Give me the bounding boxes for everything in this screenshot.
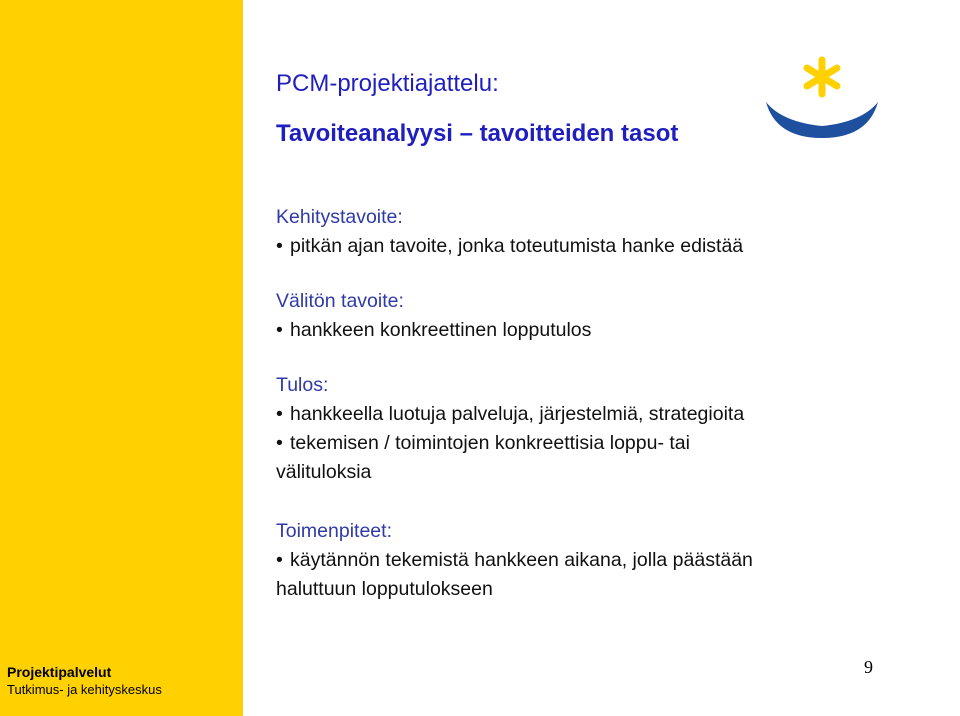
section-heading: Tulos: (276, 374, 329, 396)
bullet-item (276, 429, 744, 458)
bullet-text: pitkän ajan tavoite, jonka toteutumista hanke edistää (290, 235, 744, 257)
bullet-continuation: haluttuun lopputulokseen (276, 578, 493, 600)
section-tulos (276, 371, 744, 487)
organization-logo-icon (760, 52, 890, 144)
bullet-item (276, 400, 744, 429)
bullet-text: hankkeella luotuja palveluja, järjestelmiä, strategioita (290, 403, 745, 425)
bullet-item (276, 546, 753, 575)
yellow-side-band (0, 0, 243, 716)
footer-dept: Tutkimus- ja kehityskeskus (7, 682, 162, 697)
bullet-icon: • (276, 319, 283, 341)
section-heading: Kehitystavoite: (276, 206, 403, 228)
bullet-text: käytännön tekemistä hankkeen aikana, jolla päästään (290, 549, 753, 571)
slide-subtitle: Tavoiteanalyysi – tavoitteiden tasot (276, 120, 679, 147)
section-toimenpiteet (276, 517, 753, 604)
section-heading: Toimenpiteet: (276, 520, 392, 542)
bullet-icon: • (276, 235, 283, 257)
page-number: 9 (864, 657, 873, 677)
section-heading: Välitön tavoite: (276, 290, 404, 312)
section-kehitystavoite (276, 203, 743, 261)
bullet-icon: • (276, 432, 283, 454)
section-valiton-tavoite (276, 287, 591, 345)
slide-title: PCM-projektiajattelu: (276, 70, 499, 97)
bullet-text: tekemisen / toimintojen konkreettisia loppu- tai (290, 432, 690, 454)
bullet-item (276, 316, 591, 345)
footer (7, 663, 162, 699)
bullet-icon: • (276, 403, 283, 425)
bullet-text: hankkeen konkreettinen lopputulos (290, 319, 592, 341)
logo-star-icon (807, 60, 837, 94)
bullet-item (276, 232, 743, 261)
footer-org: Projektipalvelut (7, 664, 112, 680)
bullet-continuation: välituloksia (276, 461, 372, 483)
logo-arc-icon (766, 102, 878, 138)
bullet-icon: • (276, 549, 283, 571)
